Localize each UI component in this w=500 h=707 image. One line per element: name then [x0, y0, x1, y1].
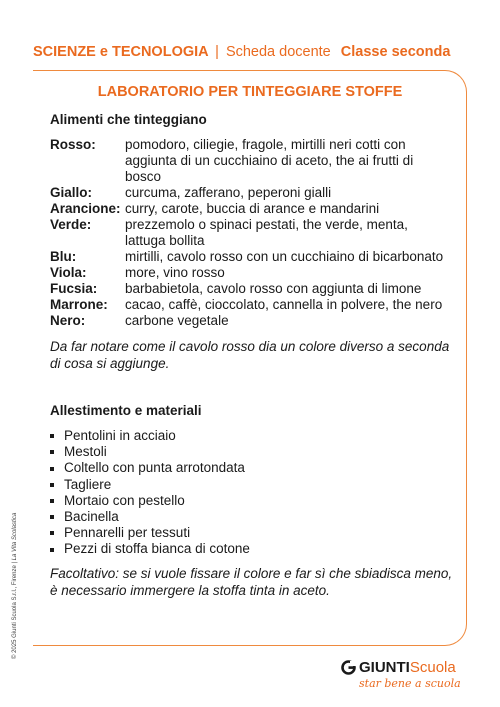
material-label: Pezzi di stoffa bianca di cotone [64, 541, 250, 557]
food-items: curry, carote, buccia di arance e mandarini [125, 201, 380, 216]
material-label: Pennarelli per tessuti [64, 525, 191, 541]
magazine-name: La Vita Scolastica [12, 512, 18, 561]
food-color-label: Viola: [50, 265, 87, 280]
material-label: Mortaio con pestello [64, 492, 185, 508]
subject-label: SCIENZE e TECNOLOGIA [33, 44, 209, 60]
giunti-mark-icon [341, 660, 356, 675]
bullet-icon [50, 531, 54, 535]
list-item [50, 460, 250, 476]
foods-list [50, 137, 450, 329]
food-color-label: Arancione: [50, 201, 121, 216]
food-color-label: Fucsia: [50, 281, 98, 296]
food-row [50, 313, 450, 329]
note-optional: Facoltativo: se si vuole fissare il colore e far sì che sbiadisca meno, è necessario immergere la stoffa tinta in aceto. [50, 566, 453, 598]
food-color-label: Blu: [50, 249, 77, 264]
food-color-label: Verde: [50, 217, 92, 232]
bullet-icon [50, 434, 54, 438]
material-label: Tagliere [64, 476, 112, 492]
food-color-label: Nero: [50, 313, 86, 328]
food-row [50, 297, 450, 313]
food-items: prezzemolo o spinaci pestati, the verde, menta, lattuga bollita [125, 217, 408, 248]
food-row [50, 265, 450, 281]
food-items: mirtilli, cavolo rosso con un cucchiaino di bicarbonato [125, 249, 444, 264]
list-item [50, 477, 250, 493]
material-label: Coltello con punta arrotondata [64, 460, 245, 476]
materials-list [50, 428, 250, 558]
copyright-text [12, 513, 18, 659]
logo-brand: GIUNTI [359, 659, 410, 676]
food-items: pomodoro, ciliegie, fragole, mirtilli neri cotti con aggiunta di un cucchiaino di aceto, the ai frutti di bosco [125, 137, 414, 184]
food-row [50, 249, 450, 265]
food-items: cacao, caffè, cioccolato, cannella in polvere, the nero [125, 297, 443, 312]
doc-type-label: Scheda docente [225, 44, 331, 60]
bullet-icon [50, 499, 54, 503]
copyright-label: © 2025 Giunti Scuola S.r.l., Firenze | [12, 561, 18, 659]
material-label: Pentolini in acciaio [64, 428, 176, 443]
food-items: barbabietola, cavolo rosso con aggiunta di limone [125, 281, 422, 296]
section-title-foods: Alimenti che tinteggiano [50, 112, 207, 127]
logo-tagline: star bene a scuola [359, 677, 461, 690]
bullet-icon [50, 548, 54, 552]
material-label: Bacinella [64, 509, 119, 525]
food-items: carbone vegetale [125, 313, 229, 328]
class-label: Classe seconda [340, 44, 451, 60]
food-row [50, 137, 450, 185]
bullet-icon [50, 467, 54, 471]
list-item [50, 444, 250, 460]
food-row [50, 281, 450, 297]
food-color-label: Giallo: [50, 185, 93, 200]
food-row [50, 217, 450, 249]
material-label: Mestoli [64, 444, 107, 460]
header-separator: | [215, 44, 219, 60]
food-color-label: Marrone: [50, 297, 108, 312]
list-item [50, 509, 250, 525]
note-cabbage: Da far notare come il cavolo rosso dia un colore diverso a seconda di cosa si aggiunge. [50, 339, 450, 371]
giunti-logo [341, 660, 461, 692]
list-item [50, 493, 250, 509]
food-items: curcuma, zafferano, peperoni gialli [125, 185, 332, 200]
food-items: more, vino rosso [125, 265, 225, 280]
food-row [50, 185, 450, 201]
food-row [50, 201, 450, 217]
card-title: LABORATORIO PER TINTEGGIARE STOFFE [97, 84, 403, 100]
list-item [50, 525, 250, 541]
page-header [33, 44, 450, 60]
logo-wordmark [359, 659, 456, 676]
section-title-materials: Allestimento e materiali [50, 403, 202, 418]
bullet-icon [50, 515, 54, 519]
bullet-icon [50, 450, 54, 454]
list-item [50, 541, 250, 557]
list-item [50, 428, 250, 444]
food-color-label: Rosso: [50, 137, 96, 152]
logo-brand-suffix: Scuola [409, 659, 456, 676]
bullet-icon [50, 483, 54, 487]
